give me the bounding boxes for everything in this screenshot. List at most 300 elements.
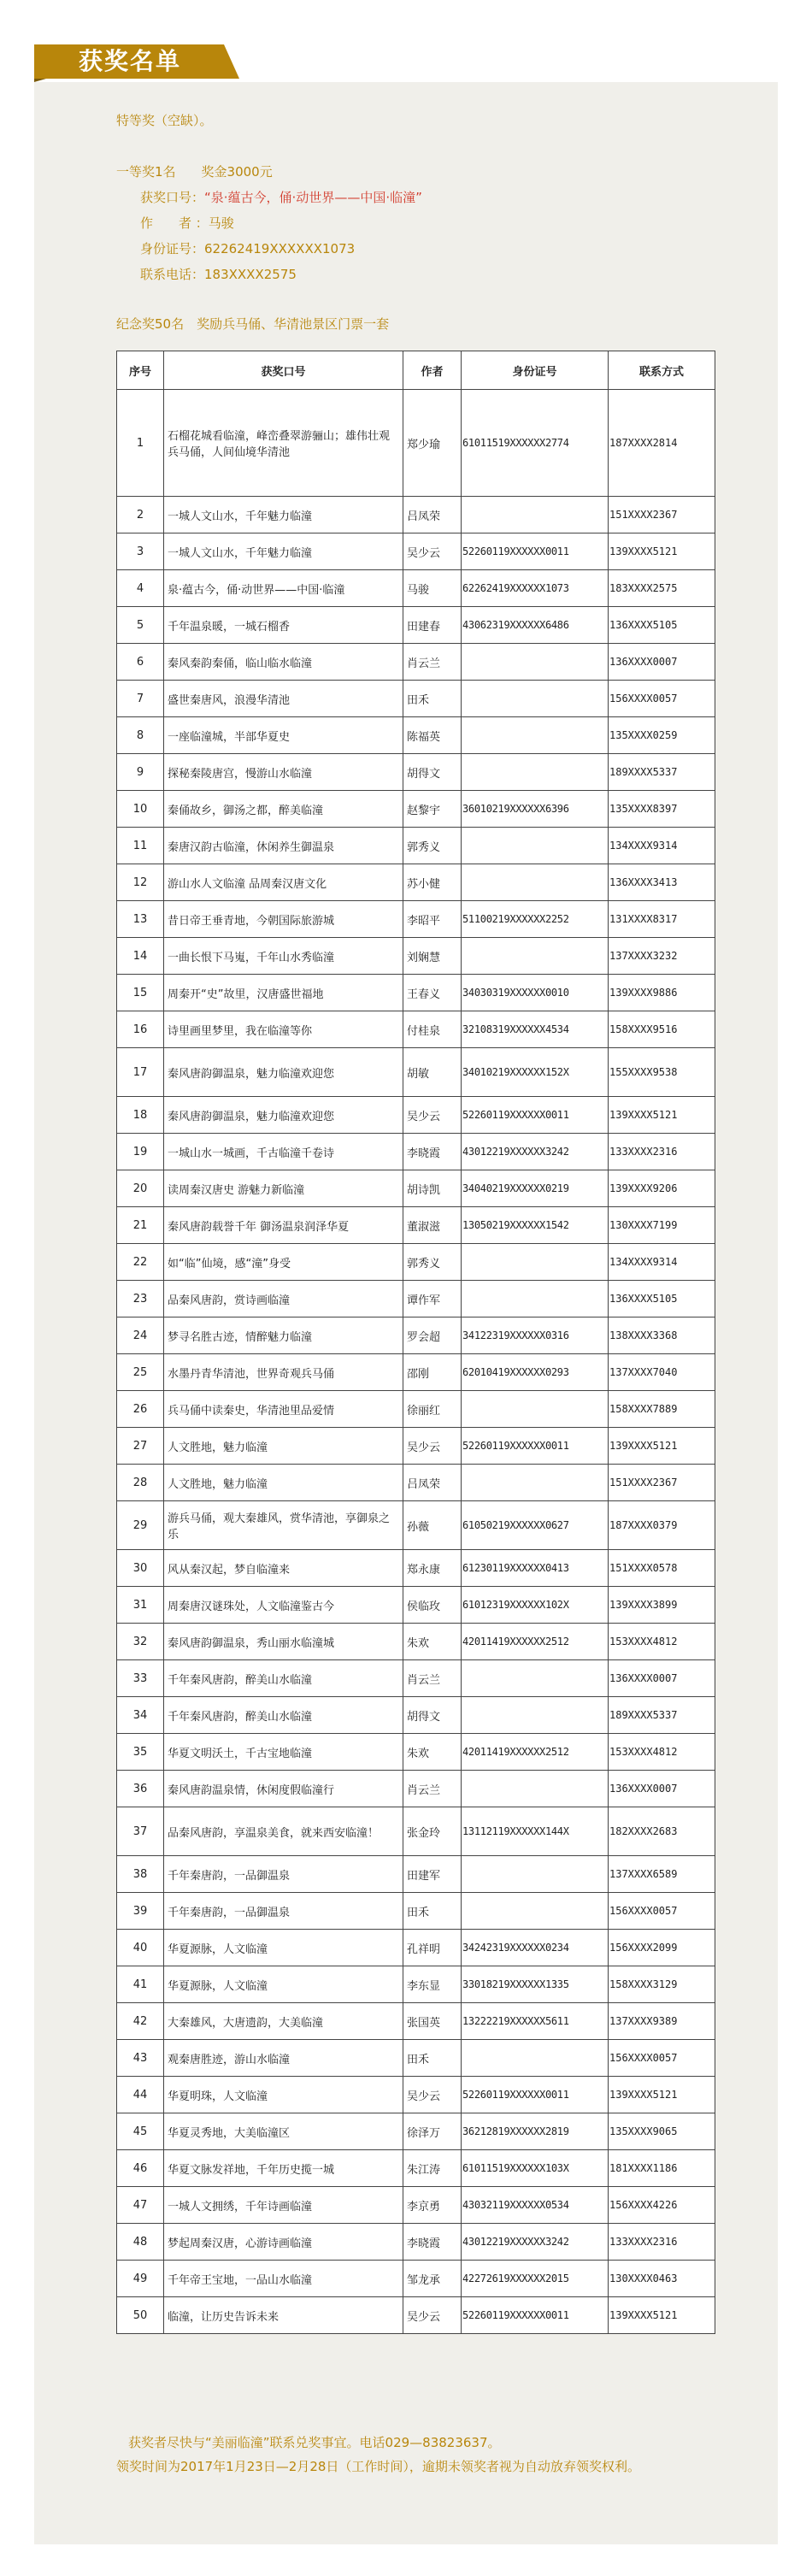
- row-slogan: 探秘秦陵唐宫，慢游山水临潼: [164, 754, 403, 791]
- row-slogan: 秦风唐韵御温泉，秀山丽水临潼城: [164, 1624, 403, 1660]
- row-number: 7: [117, 681, 164, 717]
- row-number: 3: [117, 533, 164, 570]
- row-author: 张金玲: [403, 1807, 462, 1856]
- row-author: 胡敏: [403, 1048, 462, 1097]
- row-contact: 137XXXX3232: [609, 938, 715, 975]
- row-number: 15: [117, 975, 164, 1011]
- row-id-card: 43032119XXXXXX0534: [462, 2187, 609, 2224]
- table-row: [117, 1391, 715, 1428]
- table-row: [117, 717, 715, 754]
- table-row: [117, 1624, 715, 1660]
- row-contact: 183XXXX2575: [609, 570, 715, 607]
- row-contact: 139XXXX5121: [609, 1097, 715, 1134]
- row-id-card: 61011519XXXXXX103X: [462, 2150, 609, 2187]
- row-id-card: 43012219XXXXXX3242: [462, 2224, 609, 2261]
- row-contact: 136XXXX0007: [609, 1660, 715, 1697]
- header-contact: 联系方式: [609, 351, 715, 390]
- row-contact: 139XXXX5121: [609, 533, 715, 570]
- row-author: 邹龙承: [403, 2261, 462, 2297]
- row-author: 孔祥明: [403, 1930, 462, 1966]
- table-row: [117, 864, 715, 901]
- row-slogan: 华夏明珠，人文临潼: [164, 2077, 403, 2113]
- row-slogan: 大秦雄风，大唐遗韵，大美临潼: [164, 2003, 403, 2040]
- row-number: 24: [117, 1317, 164, 1354]
- slogan-value: “泉·蕴古今，俑·动世界——中国·临潼”: [204, 190, 422, 205]
- row-id-card: 61012319XXXXXX102X: [462, 1587, 609, 1624]
- row-contact: 158XXXX9516: [609, 1011, 715, 1048]
- row-id-card: [462, 1244, 609, 1281]
- winners-table: [116, 351, 715, 2334]
- row-author: 胡得文: [403, 1697, 462, 1734]
- row-slogan: 临潼，让历史告诉未来: [164, 2297, 403, 2334]
- row-id-card: 52260119XXXXXX0011: [462, 2077, 609, 2113]
- row-number: 19: [117, 1134, 164, 1170]
- row-slogan: 人文胜地，魅力临潼: [164, 1428, 403, 1465]
- row-slogan: 梦寻名胜古迹，情醉魅力临潼: [164, 1317, 403, 1354]
- table-row: [117, 607, 715, 644]
- footer-contact-note: 获奖者尽快与“美丽临潼”联系兑奖事宜。电话029—83823637。: [128, 2435, 501, 2450]
- row-id-card: 33018219XXXXXX1335: [462, 1966, 609, 2003]
- row-number: 12: [117, 864, 164, 901]
- first-prize-id-card: 身份证号：62262419XXXXXX1073: [140, 241, 356, 256]
- row-slogan: 游兵马俑，观大秦雄风，赏华清池，享御泉之乐: [164, 1501, 403, 1550]
- row-number: 30: [117, 1550, 164, 1587]
- row-number: 25: [117, 1354, 164, 1391]
- table-row: [117, 1930, 715, 1966]
- row-slogan: 昔日帝王垂青地，今朝国际旅游城: [164, 901, 403, 938]
- row-author: 田禾: [403, 681, 462, 717]
- row-author: 郑永康: [403, 1550, 462, 1587]
- row-contact: 139XXXX5121: [609, 1428, 715, 1465]
- row-id-card: [462, 938, 609, 975]
- row-contact: 153XXXX4812: [609, 1734, 715, 1771]
- row-author: 胡诗凯: [403, 1170, 462, 1207]
- title-banner: [34, 41, 239, 82]
- row-number: 47: [117, 2187, 164, 2224]
- table-row: [117, 1281, 715, 1317]
- row-author: 董淑滋: [403, 1207, 462, 1244]
- row-contact: 136XXXX0007: [609, 644, 715, 681]
- row-contact: 189XXXX5337: [609, 1697, 715, 1734]
- row-contact: 139XXXX9206: [609, 1170, 715, 1207]
- row-slogan: 华夏文脉发祥地，千年历史揽一城: [164, 2150, 403, 2187]
- row-contact: 139XXXX9886: [609, 975, 715, 1011]
- table-row: [117, 2261, 715, 2297]
- row-contact: 156XXXX0057: [609, 2040, 715, 2077]
- row-slogan: 秦风唐韵御温泉，魅力临潼欢迎您: [164, 1048, 403, 1097]
- table-row: [117, 1134, 715, 1170]
- row-slogan: 华夏灵秀地，大美临潼区: [164, 2113, 403, 2150]
- row-slogan: 秦风唐韵温泉情，休闲度假临潼行: [164, 1771, 403, 1807]
- table-row: [117, 1317, 715, 1354]
- row-author: 吴少云: [403, 1097, 462, 1134]
- row-slogan: 品秦风唐韵，享温泉美食，就来西安临潼！: [164, 1807, 403, 1856]
- header-author: 作者: [403, 351, 462, 390]
- row-slogan: 一座临潼城，半部华夏史: [164, 717, 403, 754]
- row-number: 2: [117, 497, 164, 533]
- table-row: [117, 1807, 715, 1856]
- row-id-card: [462, 497, 609, 533]
- row-id-card: 43012219XXXXXX3242: [462, 1134, 609, 1170]
- row-id-card: 61011519XXXXXX2774: [462, 390, 609, 497]
- row-id-card: [462, 1465, 609, 1501]
- row-id-card: [462, 1281, 609, 1317]
- row-number: 22: [117, 1244, 164, 1281]
- row-contact: 136XXXX5105: [609, 1281, 715, 1317]
- row-author: 陈福英: [403, 717, 462, 754]
- row-contact: 137XXXX6589: [609, 1856, 715, 1893]
- table-row: [117, 1587, 715, 1624]
- row-id-card: 62010419XXXXXX0293: [462, 1354, 609, 1391]
- row-id-card: 34040219XXXXXX0219: [462, 1170, 609, 1207]
- table-row: [117, 533, 715, 570]
- row-id-card: [462, 1893, 609, 1930]
- row-slogan: 秦唐汉韵古临潼，休闲养生御温泉: [164, 828, 403, 864]
- special-prize: 特等奖（空缺）。: [116, 113, 213, 128]
- row-slogan: 千年帝王宝地，一品山水临潼: [164, 2261, 403, 2297]
- table-row: [117, 1697, 715, 1734]
- row-contact: 181XXXX1186: [609, 2150, 715, 2187]
- table-row: [117, 2077, 715, 2113]
- row-number: 39: [117, 1893, 164, 1930]
- row-number: 46: [117, 2150, 164, 2187]
- row-author: 郭秀义: [403, 1244, 462, 1281]
- table-row: [117, 2113, 715, 2150]
- row-id-card: [462, 1391, 609, 1428]
- row-author: 郑少瑜: [403, 390, 462, 497]
- row-number: 27: [117, 1428, 164, 1465]
- row-author: 吕凤荣: [403, 497, 462, 533]
- table-row: [117, 2297, 715, 2334]
- row-slogan: 如“临”仙境，感“潼”身受: [164, 1244, 403, 1281]
- row-contact: 137XXXX9389: [609, 2003, 715, 2040]
- row-id-card: 34122319XXXXXX0316: [462, 1317, 609, 1354]
- table-row: [117, 1501, 715, 1550]
- row-id-card: [462, 1697, 609, 1734]
- row-id-card: [462, 864, 609, 901]
- row-contact: 135XXXX0259: [609, 717, 715, 754]
- row-slogan: 人文胜地，魅力临潼: [164, 1465, 403, 1501]
- row-author: 吕凤荣: [403, 1465, 462, 1501]
- table-row: [117, 1097, 715, 1134]
- row-author: 徐丽红: [403, 1391, 462, 1428]
- table-row: [117, 390, 715, 497]
- row-contact: 139XXXX5121: [609, 2297, 715, 2334]
- row-author: 马骏: [403, 570, 462, 607]
- table-row: [117, 754, 715, 791]
- table-row: [117, 644, 715, 681]
- row-slogan: 千年秦唐韵，一品御温泉: [164, 1893, 403, 1930]
- table-row: [117, 828, 715, 864]
- row-slogan: 千年秦风唐韵，醉美山水临潼: [164, 1660, 403, 1697]
- row-author: 肖云兰: [403, 1771, 462, 1807]
- row-id-card: 43062319XXXXXX6486: [462, 607, 609, 644]
- row-id-card: 42272619XXXXXX2015: [462, 2261, 609, 2297]
- table-row: [117, 2187, 715, 2224]
- row-id-card: 52260119XXXXXX0011: [462, 1428, 609, 1465]
- first-prize-phone: 联系电话：183XXXX2575: [140, 267, 297, 282]
- row-slogan: 石榴花城看临潼，峰峦叠翠游骊山；雄伟壮观兵马俑，人间仙境华清池: [164, 390, 403, 497]
- row-author: 赵黎宇: [403, 791, 462, 828]
- row-author: 李东显: [403, 1966, 462, 2003]
- row-contact: 135XXXX9065: [609, 2113, 715, 2150]
- row-contact: 156XXXX0057: [609, 681, 715, 717]
- row-contact: 139XXXX3899: [609, 1587, 715, 1624]
- row-slogan: 观秦唐胜迹，游山水临潼: [164, 2040, 403, 2077]
- row-number: 48: [117, 2224, 164, 2261]
- row-number: 20: [117, 1170, 164, 1207]
- row-author: 朱江涛: [403, 2150, 462, 2187]
- row-id-card: [462, 681, 609, 717]
- row-contact: 158XXXX7889: [609, 1391, 715, 1428]
- first-prize-slogan: [140, 188, 422, 206]
- row-number: 5: [117, 607, 164, 644]
- row-contact: 136XXXX3413: [609, 864, 715, 901]
- row-id-card: 34010219XXXXXX152X: [462, 1048, 609, 1097]
- table-row: [117, 901, 715, 938]
- row-author: 吴少云: [403, 1428, 462, 1465]
- first-prize-author: 作 者 ：马骏: [140, 215, 234, 231]
- row-author: 刘娴慧: [403, 938, 462, 975]
- row-author: 王春义: [403, 975, 462, 1011]
- row-slogan: 一城人文拥绣，千年诗画临潼: [164, 2187, 403, 2224]
- row-slogan: 一城山水一城画，千古临潼千卷诗: [164, 1134, 403, 1170]
- row-number: 49: [117, 2261, 164, 2297]
- row-id-card: 34030319XXXXXX0010: [462, 975, 609, 1011]
- row-author: 田建军: [403, 1856, 462, 1893]
- header-slogan: 获奖口号: [164, 351, 403, 390]
- table-row: [117, 570, 715, 607]
- row-slogan: 千年秦唐韵，一品御温泉: [164, 1856, 403, 1893]
- row-number: 50: [117, 2297, 164, 2334]
- row-author: 郭秀义: [403, 828, 462, 864]
- table-header-row: [117, 351, 715, 390]
- row-author: 朱欢: [403, 1624, 462, 1660]
- row-id-card: 61230119XXXXXX0413: [462, 1550, 609, 1587]
- row-slogan: 游山水人文临潼 品周秦汉唐文化: [164, 864, 403, 901]
- row-number: 42: [117, 2003, 164, 2040]
- row-author: 田禾: [403, 2040, 462, 2077]
- table-row: [117, 1354, 715, 1391]
- row-number: 21: [117, 1207, 164, 1244]
- row-author: 侯临玫: [403, 1587, 462, 1624]
- row-contact: 156XXXX0057: [609, 1893, 715, 1930]
- row-author: 张国英: [403, 2003, 462, 2040]
- row-contact: 138XXXX3368: [609, 1317, 715, 1354]
- row-contact: 155XXXX9538: [609, 1048, 715, 1097]
- row-id-card: [462, 1771, 609, 1807]
- row-id-card: [462, 754, 609, 791]
- row-slogan: 盛世秦唐风，浪漫华清池: [164, 681, 403, 717]
- memorial-prize-heading: 纪念奖50名 奖励兵马俑、华清池景区门票一套: [116, 316, 390, 332]
- row-id-card: [462, 828, 609, 864]
- row-id-card: 52260119XXXXXX0011: [462, 1097, 609, 1134]
- row-id-card: 36010219XXXXXX6396: [462, 791, 609, 828]
- row-slogan: 一城人文山水，千年魅力临潼: [164, 497, 403, 533]
- row-number: 36: [117, 1771, 164, 1807]
- row-slogan: 水墨丹青华清池，世界奇观兵马俑: [164, 1354, 403, 1391]
- table-row: [117, 1465, 715, 1501]
- row-id-card: 36212819XXXXXX2819: [462, 2113, 609, 2150]
- row-number: 14: [117, 938, 164, 975]
- row-slogan: 华夏源脉，人文临潼: [164, 1966, 403, 2003]
- row-number: 41: [117, 1966, 164, 2003]
- row-author: 肖云兰: [403, 1660, 462, 1697]
- row-contact: 134XXXX9314: [609, 828, 715, 864]
- row-contact: 187XXXX2814: [609, 390, 715, 497]
- row-author: 徐泽万: [403, 2113, 462, 2150]
- row-number: 11: [117, 828, 164, 864]
- row-id-card: [462, 1856, 609, 1893]
- row-number: 29: [117, 1501, 164, 1550]
- row-number: 26: [117, 1391, 164, 1428]
- row-slogan: 秦俑故乡，御汤之都，醉美临潼: [164, 791, 403, 828]
- row-author: 田建春: [403, 607, 462, 644]
- row-slogan: 华夏源脉，人文临潼: [164, 1930, 403, 1966]
- row-slogan: 周秦唐汉谜珠处，人文临潼鉴古今: [164, 1587, 403, 1624]
- table-row: [117, 1856, 715, 1893]
- row-contact: 136XXXX5105: [609, 607, 715, 644]
- row-author: 李晓霞: [403, 1134, 462, 1170]
- row-number: 32: [117, 1624, 164, 1660]
- row-contact: 151XXXX2367: [609, 1465, 715, 1501]
- header-number: 序号: [117, 351, 164, 390]
- table-row: [117, 1660, 715, 1697]
- row-author: 邵刚: [403, 1354, 462, 1391]
- row-contact: 130XXXX7199: [609, 1207, 715, 1244]
- row-number: 23: [117, 1281, 164, 1317]
- table-row: [117, 1771, 715, 1807]
- row-author: 田禾: [403, 1893, 462, 1930]
- row-contact: 153XXXX4812: [609, 1624, 715, 1660]
- first-prize-heading: 一等奖1名 奖金3000元: [116, 164, 273, 180]
- table-row: [117, 2040, 715, 2077]
- row-number: 38: [117, 1856, 164, 1893]
- row-number: 45: [117, 2113, 164, 2150]
- table-row: [117, 1244, 715, 1281]
- row-slogan: 读周秦汉唐史 游魅力新临潼: [164, 1170, 403, 1207]
- slogan-label: 获奖口号：: [140, 190, 205, 205]
- table-row: [117, 497, 715, 533]
- row-slogan: 秦风秦韵秦俑，临山临水临潼: [164, 644, 403, 681]
- row-author: 吴少云: [403, 533, 462, 570]
- table-body: [117, 390, 715, 2334]
- row-author: 吴少云: [403, 2297, 462, 2334]
- row-number: 40: [117, 1930, 164, 1966]
- table-row: [117, 1048, 715, 1097]
- row-id-card: 61050219XXXXXX0627: [462, 1501, 609, 1550]
- row-contact: 130XXXX0463: [609, 2261, 715, 2297]
- row-author: 胡得文: [403, 754, 462, 791]
- row-slogan: 风从秦汉起，梦自临潼来: [164, 1550, 403, 1587]
- row-slogan: 秦风唐韵载誉千年 御汤温泉润泽华夏: [164, 1207, 403, 1244]
- row-id-card: 42011419XXXXXX2512: [462, 1624, 609, 1660]
- row-contact: 131XXXX8317: [609, 901, 715, 938]
- row-number: 43: [117, 2040, 164, 2077]
- row-number: 1: [117, 390, 164, 497]
- row-id-card: [462, 644, 609, 681]
- row-slogan: 兵马俑中读秦史，华清池里品爱情: [164, 1391, 403, 1428]
- row-number: 31: [117, 1587, 164, 1624]
- row-slogan: 周秦开“史”故里，汉唐盛世福地: [164, 975, 403, 1011]
- table-row: [117, 1734, 715, 1771]
- row-number: 6: [117, 644, 164, 681]
- table-row: [117, 938, 715, 975]
- row-contact: 151XXXX2367: [609, 497, 715, 533]
- row-contact: 151XXXX0578: [609, 1550, 715, 1587]
- row-number: 34: [117, 1697, 164, 1734]
- row-id-card: 52260119XXXXXX0011: [462, 2297, 609, 2334]
- row-id-card: 42011419XXXXXX2512: [462, 1734, 609, 1771]
- row-slogan: 千年秦风唐韵，醉美山水临潼: [164, 1697, 403, 1734]
- row-number: 16: [117, 1011, 164, 1048]
- row-number: 18: [117, 1097, 164, 1134]
- row-author: 孙薇: [403, 1501, 462, 1550]
- table-row: [117, 791, 715, 828]
- row-author: 吴少云: [403, 2077, 462, 2113]
- row-contact: 187XXXX0379: [609, 1501, 715, 1550]
- row-slogan: 一曲长恨下马嵬，千年山水秀临潼: [164, 938, 403, 975]
- row-slogan: 一城人文山水，千年魅力临潼: [164, 533, 403, 570]
- row-author: 李昭平: [403, 901, 462, 938]
- table-row: [117, 1428, 715, 1465]
- row-id-card: 34242319XXXXXX0234: [462, 1930, 609, 1966]
- row-contact: 158XXXX3129: [609, 1966, 715, 2003]
- row-id-card: [462, 717, 609, 754]
- table-row: [117, 1011, 715, 1048]
- row-contact: 189XXXX5337: [609, 754, 715, 791]
- row-contact: 133XXXX2316: [609, 1134, 715, 1170]
- row-contact: 156XXXX2099: [609, 1930, 715, 1966]
- row-number: 28: [117, 1465, 164, 1501]
- row-contact: 137XXXX7040: [609, 1354, 715, 1391]
- row-slogan: 秦风唐韵御温泉，魅力临潼欢迎您: [164, 1097, 403, 1134]
- table-row: [117, 1893, 715, 1930]
- row-number: 35: [117, 1734, 164, 1771]
- row-number: 9: [117, 754, 164, 791]
- row-author: 谭作军: [403, 1281, 462, 1317]
- row-contact: 134XXXX9314: [609, 1244, 715, 1281]
- row-id-card: 52260119XXXXXX0011: [462, 533, 609, 570]
- row-author: 李晓霞: [403, 2224, 462, 2261]
- table-row: [117, 2224, 715, 2261]
- row-contact: 133XXXX2316: [609, 2224, 715, 2261]
- table-row: [117, 1207, 715, 1244]
- row-id-card: 62262419XXXXXX1073: [462, 570, 609, 607]
- row-number: 4: [117, 570, 164, 607]
- row-contact: 182XXXX2683: [609, 1807, 715, 1856]
- header-id-card: 身份证号: [462, 351, 609, 390]
- row-author: 肖云兰: [403, 644, 462, 681]
- row-contact: 135XXXX8397: [609, 791, 715, 828]
- row-slogan: 泉·蕴古今，俑·动世界——中国·临潼: [164, 570, 403, 607]
- row-id-card: 13112119XXXXXX144X: [462, 1807, 609, 1856]
- row-number: 17: [117, 1048, 164, 1097]
- row-id-card: [462, 1660, 609, 1697]
- table-row: [117, 1170, 715, 1207]
- row-contact: 156XXXX4226: [609, 2187, 715, 2224]
- row-id-card: 13222219XXXXXX5611: [462, 2003, 609, 2040]
- row-author: 朱欢: [403, 1734, 462, 1771]
- row-number: 10: [117, 791, 164, 828]
- row-author: 罗会超: [403, 1317, 462, 1354]
- row-id-card: 13050219XXXXXX1542: [462, 1207, 609, 1244]
- table-row: [117, 2003, 715, 2040]
- page-title: 获奖名单: [79, 47, 182, 75]
- footer-deadline-note: 领奖时间为2017年1月23日—2月28日（工作时间），逾期未领奖者视为自动放弃领奖权利。: [116, 2459, 640, 2474]
- row-id-card: 32108319XXXXXX4534: [462, 1011, 609, 1048]
- row-slogan: 品秦风唐韵，赏诗画临潼: [164, 1281, 403, 1317]
